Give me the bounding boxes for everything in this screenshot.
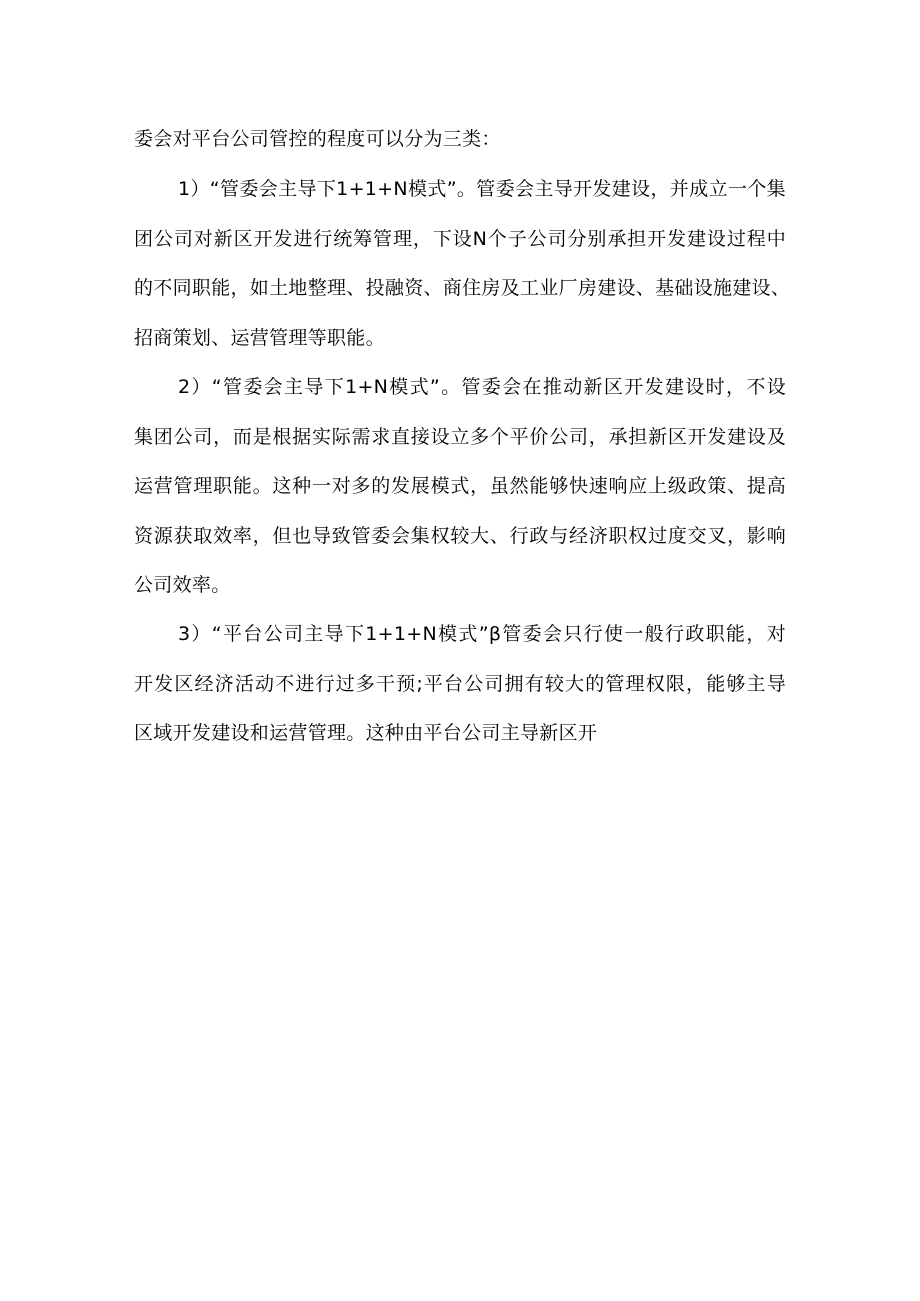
item-1-line-4: 招商策划、运营管理等职能。 [134, 327, 385, 349]
item-2-line-1: 2）“管委会主导下1+N模式”。管委会在推动新区开发建设时，不设 [178, 376, 786, 398]
item-1-line-2: 团公司对新区开发进行统筹管理，下设N个子公司分别承担开发建设过程中 [134, 228, 786, 250]
item-2-line-5: 公司效率。 [134, 574, 231, 596]
item-3-line-1: 3）“平台公司主导下1+1+N模式”β管委会只行使一般行政职能，对 [178, 623, 786, 645]
item-2-line-3: 运营管理职能。这种一对多的发展模式，虽然能够快速响应上级政策、提高 [134, 475, 786, 497]
item-3-line-2: 开发区经济活动不进行过多干预;平台公司拥有较大的管理权限，能够主导 [134, 673, 786, 695]
item-3-line-3: 区域开发建设和运营管理。这种由平台公司主导新区开 [134, 722, 598, 744]
item-1-line-3: 的不同职能，如土地整理、投融资、商住房及工业厂房建设、基础设施建设、 [134, 277, 791, 299]
item-1-line-1: 1）“管委会主导下1+1+N模式”。管委会主导开发建设，并成立一个集 [178, 178, 786, 200]
item-2-line-4: 资源获取效率，但也导致管委会集权较大、行政与经济职权过度交叉，影响 [134, 525, 786, 547]
item-2-line-2: 集团公司，而是根据实际需求直接设立多个平价公司，承担新区开发建设及 [134, 426, 786, 448]
paragraph-intro-line: 委会对平台公司管控的程度可以分为三类： [134, 128, 501, 150]
